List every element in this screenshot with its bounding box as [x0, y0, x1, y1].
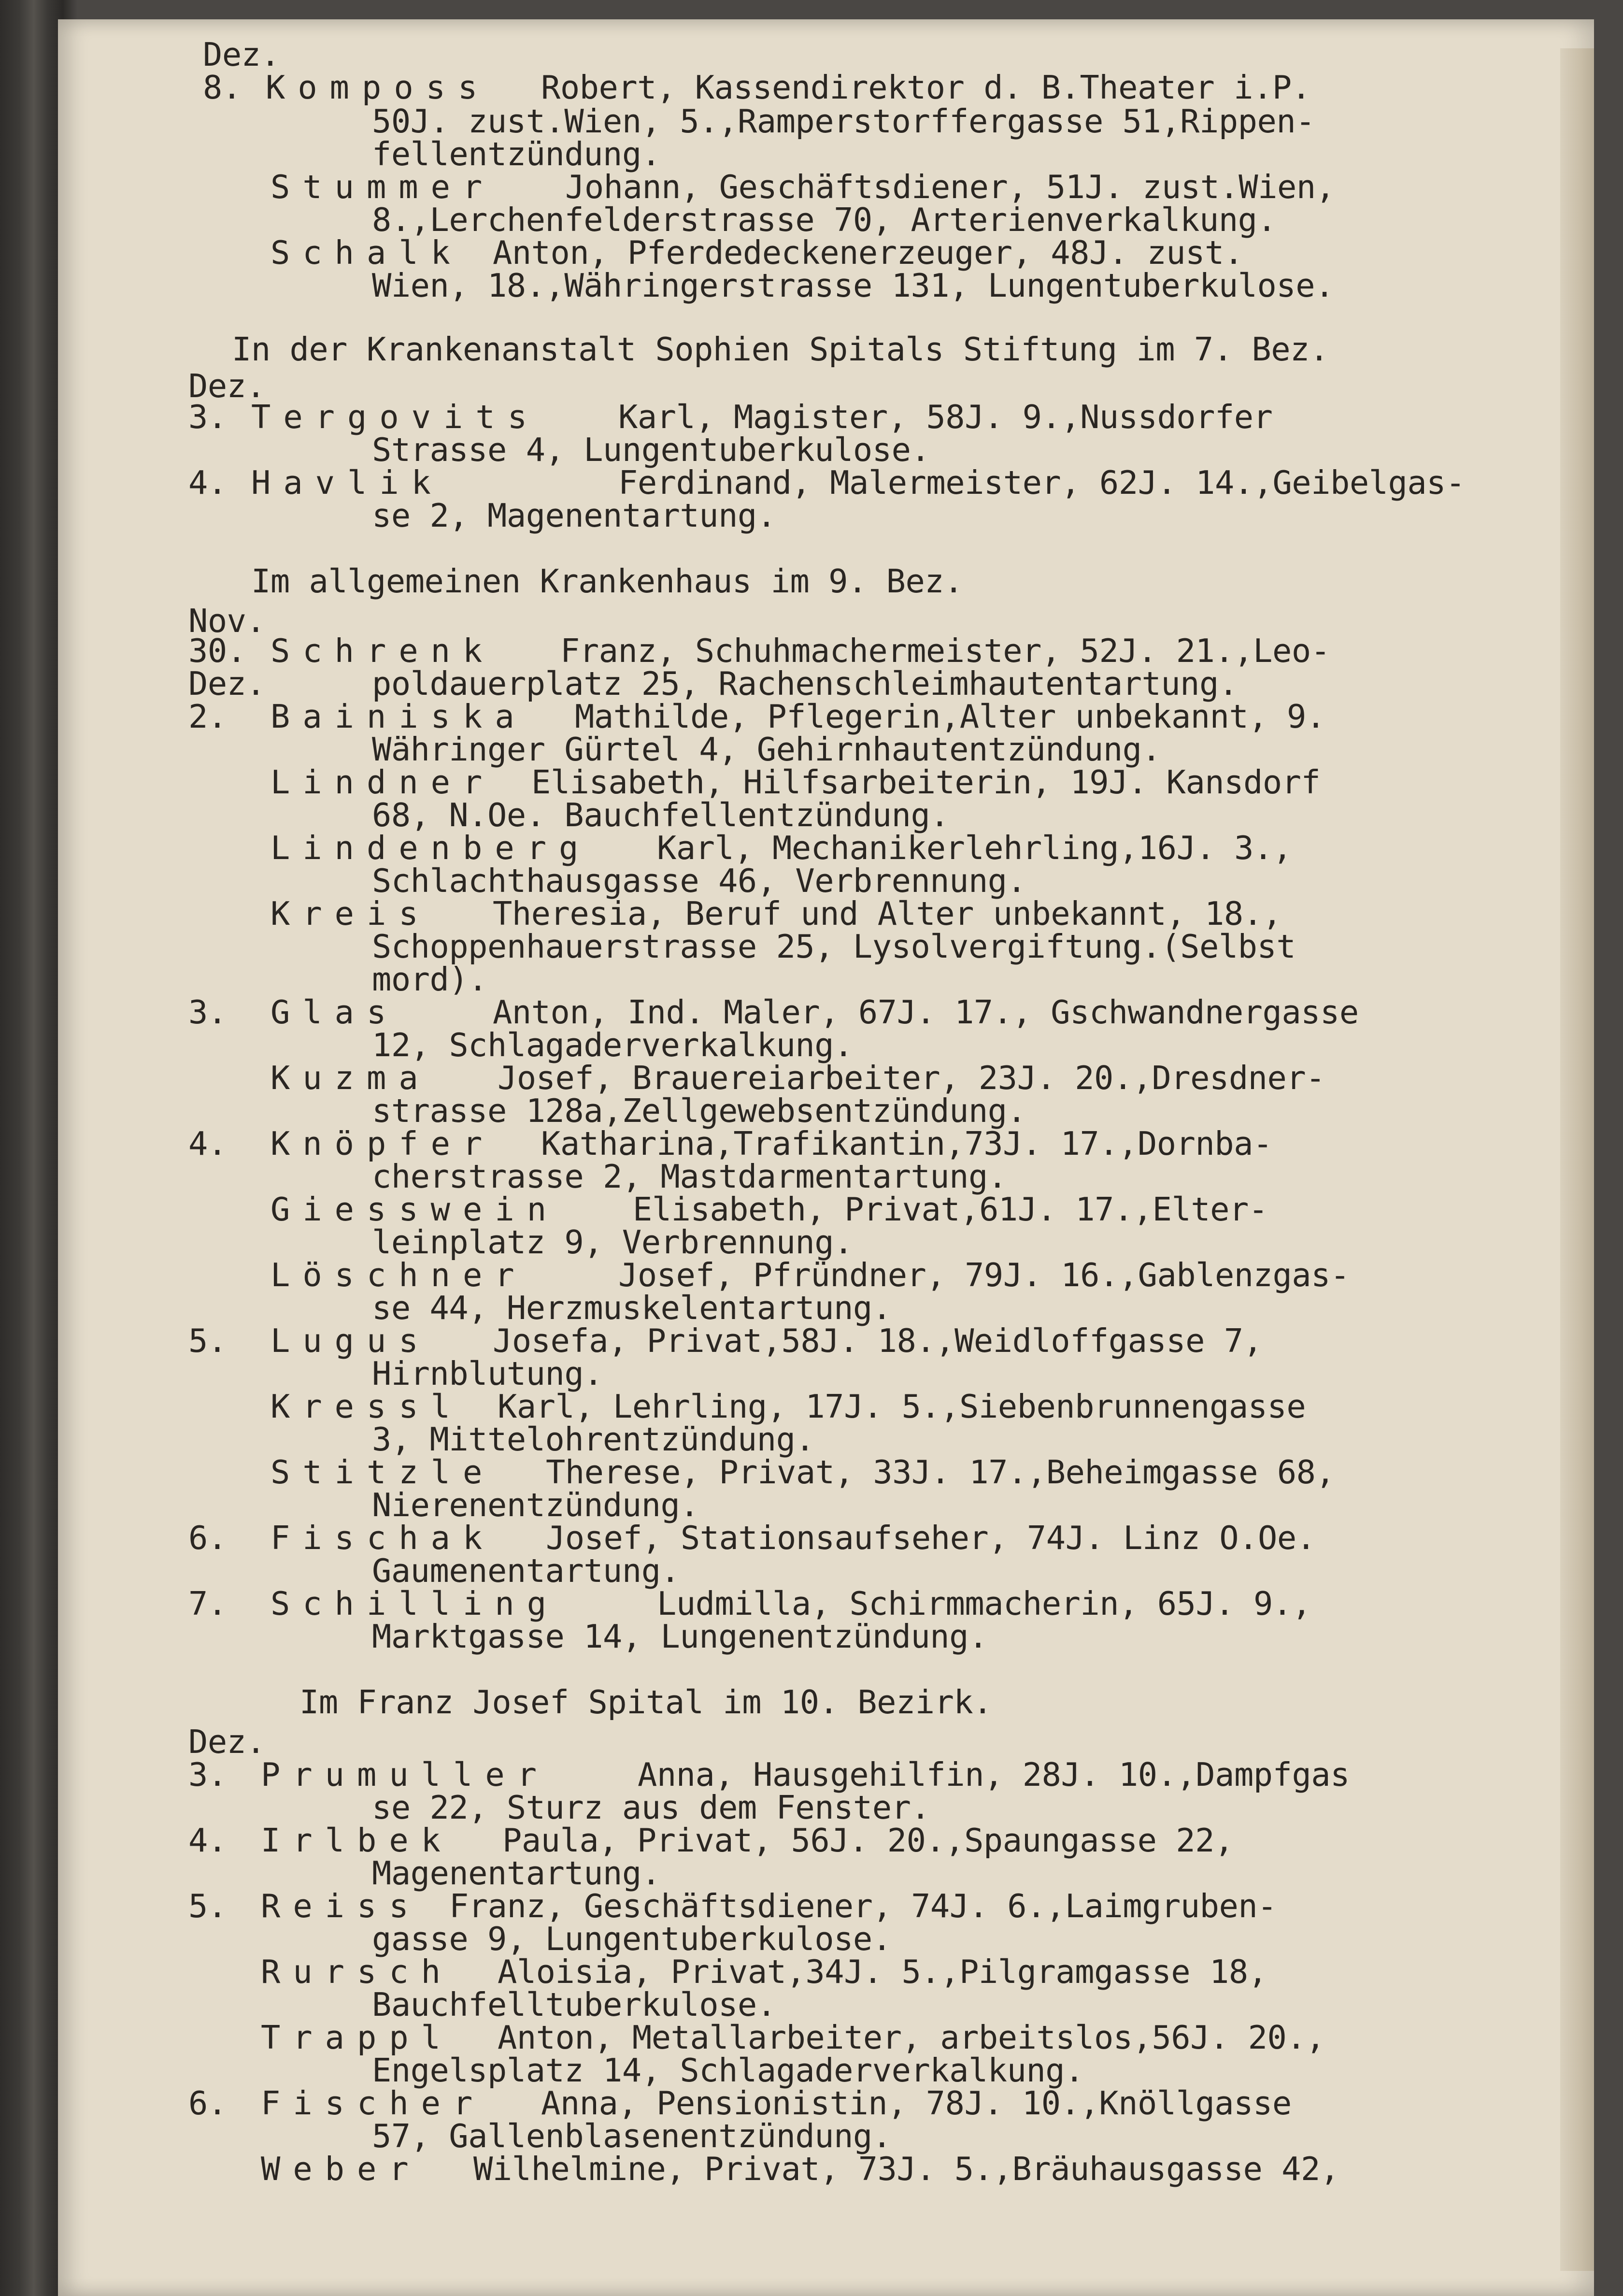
entry-continuation: se 22, Sturz aus dem Fenster. [372, 1789, 930, 1826]
entry-continuation: Schoppenhauerstrasse 25, Lysolvergiftung.(Selbst [372, 928, 1296, 965]
entry-continuation: se 2, Magenentartung. [372, 497, 776, 534]
entry-day: 6. [188, 2084, 227, 2122]
entry-text: Mathilde, Pflegerin,Alter unbekannt, 9. [575, 698, 1325, 735]
entry-surname: Kuzma [270, 1059, 431, 1097]
entry-continuation: 12, Schlagaderverkalkung. [372, 1026, 853, 1064]
entry-day: 7. [188, 1585, 227, 1622]
month-label: Dez. [203, 36, 280, 73]
entry-continuation: 3, Mittelohrentzündung. [372, 1421, 815, 1458]
entry-text: Aloisia, Privat,34J. 5.,Pilgramgasse 18, [498, 1953, 1267, 1991]
entry-text: Josefa, Privat,58J. 18.,Weidloffgasse 7, [493, 1322, 1263, 1360]
entry-surname: Prumuller [261, 1756, 550, 1794]
entry-surname: Fischer [261, 2084, 485, 2122]
entry-continuation: Marktgasse 14, Lungenentzündung. [372, 1618, 988, 1655]
entry-text: Elisabeth, Privat,61J. 17.,Elter- [633, 1191, 1268, 1228]
entry-day: 3. [188, 993, 227, 1031]
entry-surname: Lugus [270, 1322, 431, 1360]
entry-surname: Knöpfer [270, 1125, 495, 1162]
entry-surname: Stummer [270, 168, 495, 206]
entry-continuation: 8.,Lerchenfelderstrasse 70, Arterienverkalkung. [372, 201, 1277, 239]
entry-continuation: Strasse 4, Lungentuberkulose. [372, 431, 930, 469]
section-heading: Im Franz Josef Spital im 10. Bezirk. [299, 1683, 993, 1721]
entry-text: Elisabeth, Hilfsarbeiterin, 19J. Kansdorf [531, 763, 1321, 801]
entry-day: 5. [188, 1887, 227, 1925]
entry-continuation: Nierenentzündung. [372, 1486, 699, 1524]
month-label: Dez. [188, 1723, 266, 1761]
entry-text: Karl, Magister, 58J. 9.,Nussdorfer [618, 398, 1273, 436]
entry-continuation: 50J. zust.Wien, 5.,Ramperstorffergasse 51,Rippen- [372, 102, 1315, 140]
entry-day: 5. [188, 1322, 227, 1360]
entry-surname: Stitzle [270, 1453, 495, 1491]
entry-continuation: leinplatz 9, Verbrennung. [372, 1223, 853, 1261]
entry-continuation: Magenentartung. [372, 1854, 661, 1892]
entry-text: Karl, Mechanikerlehrling,16J. 3., [657, 829, 1292, 867]
entry-surname: Glas [270, 993, 399, 1031]
entry-continuation: Hirnblutung. [372, 1355, 603, 1392]
entry-text: Anton, Metallarbeiter, arbeitslos,56J. 20., [498, 2019, 1325, 2056]
entry-text: Anna, Hausgehilfin, 28J. 10.,Dampfgas [638, 1756, 1350, 1794]
entry-text: Ludmilla, Schirmmacherin, 65J. 9., [657, 1585, 1311, 1622]
entry-day: 6. [188, 1519, 227, 1557]
page-edge [1560, 48, 1594, 2271]
entry-text: Ferdinand, Malermeister, 62J. 14.,Geibelgas- [618, 464, 1465, 502]
entry-continuation: 57, Gallenblasenentzündung. [372, 2117, 892, 2155]
document-page [58, 19, 1594, 2296]
month-label: Dez. [188, 367, 266, 405]
entry-surname: Lindenberg [270, 829, 591, 867]
entry-text: Josef, Brauereiarbeiter, 23J. 20.,Dresdner- [498, 1059, 1325, 1097]
entry-continuation: poldauerplatz 25, Rachenschleimhautentartung. [372, 665, 1238, 703]
entry-continuation: cherstrasse 2, Mastdarmentartung. [372, 1158, 1007, 1195]
entry-text: Paula, Privat, 56J. 20.,Spaungasse 22, [502, 1822, 1234, 1859]
entry-day: 2. [188, 698, 227, 735]
entry-surname: Schalk [270, 234, 463, 272]
entry-day: 3. [188, 1756, 227, 1794]
month-label: Dez. [188, 665, 266, 703]
entry-text: Robert, Kassendirektor d. B.Theater i.P. [541, 69, 1311, 106]
section-heading: In der Krankenanstalt Sophien Spitals Stiftung im 7. Bez. [232, 330, 1329, 368]
entry-text: Franz, Schuhmachermeister, 52J. 21.,Leo- [560, 632, 1330, 670]
entry-text: Wilhelmine, Privat, 73J. 5.,Bräuhausgasse 42, [473, 2150, 1339, 2188]
entry-surname: Rursch [261, 1953, 454, 1991]
entry-surname: Irlbek [261, 1822, 454, 1859]
entry-text: Katharina,Trafikantin,73J. 17.,Dornba- [541, 1125, 1272, 1162]
entry-text: Josef, Pfründner, 79J. 16.,Gablenzgas- [618, 1256, 1350, 1294]
entry-continuation: Währinger Gürtel 4, Gehirnhautentzündung. [372, 731, 1161, 768]
month-label: Nov. [188, 602, 266, 640]
entry-surname: Kreis [270, 895, 431, 933]
entry-continuation: Schlachthausgasse 46, Verbrennung. [372, 862, 1026, 900]
entry-continuation: se 44, Herzmuskelentartung. [372, 1289, 892, 1327]
entry-day: 3. [188, 398, 227, 436]
entry-continuation: Bauchfelltuberkulose. [372, 1986, 776, 2023]
entry-day: 4. [188, 464, 227, 502]
entry-surname: Giesswein [270, 1191, 559, 1228]
entry-surname: Reiss [261, 1887, 421, 1925]
entry-continuation: Wien, 18.,Währingerstrasse 131, Lungentuberkulose. [372, 267, 1334, 304]
entry-text: Johann, Geschäftsdiener, 51J. zust.Wien, [565, 168, 1335, 206]
entry-day: 4. [188, 1822, 227, 1859]
entry-text: Anton, Pferdedeckenerzeuger, 48J. zust. [493, 234, 1243, 272]
entry-text: Josef, Stationsaufseher, 74J. Linz O.Oe. [546, 1519, 1316, 1557]
entry-surname: Bainiska [270, 698, 527, 735]
entry-day: 30. [188, 632, 246, 670]
entry-continuation: mord). [372, 961, 488, 998]
section-heading: Im allgemeinen Krankenhaus im 9. Bez. [251, 562, 963, 600]
entry-continuation: Gaumenentartung. [372, 1552, 680, 1590]
entry-continuation: fellentzündung. [372, 135, 661, 173]
entry-surname: Schilling [270, 1585, 559, 1622]
entry-surname: Tergovits [251, 398, 540, 436]
entry-surname: Lindner [270, 763, 495, 801]
entry-surname: Trappl [261, 2019, 454, 2056]
entry-surname: Löschner [270, 1256, 527, 1294]
entry-continuation: strasse 128a,Zellgewebsentzündung. [372, 1092, 1026, 1130]
entry-surname: Kressl [270, 1388, 463, 1425]
entry-text: Anna, Pensionistin, 78J. 10.,Knöllgasse [541, 2084, 1292, 2122]
entry-surname: Fischak [270, 1519, 495, 1557]
entry-continuation: 68, N.Oe. Bauchfellentzündung. [372, 796, 950, 834]
entry-continuation: Engelsplatz 14, Schlagaderverkalkung. [372, 2052, 1084, 2089]
entry-text: Anton, Ind. Maler, 67J. 17., Gschwandnergasse [493, 993, 1359, 1031]
entry-day: 8. [203, 69, 242, 106]
entry-surname: Schrenk [270, 632, 495, 670]
entry-surname: Komposs [266, 69, 490, 106]
entry-surname: Weber [261, 2150, 421, 2188]
entry-text: Karl, Lehrling, 17J. 5.,Siebenbrunnengasse [498, 1388, 1306, 1425]
entry-text: Therese, Privat, 33J. 17.,Beheimgasse 68, [546, 1453, 1335, 1491]
entry-day: 4. [188, 1125, 227, 1162]
entry-surname: Havlik [251, 464, 444, 502]
entry-continuation: gasse 9, Lungentuberkulose. [372, 1920, 892, 1958]
entry-text: Franz, Geschäftsdiener, 74J. 6.,Laimgruben- [449, 1887, 1277, 1925]
entry-text: Theresia, Beruf und Alter unbekannt, 18., [493, 895, 1282, 933]
